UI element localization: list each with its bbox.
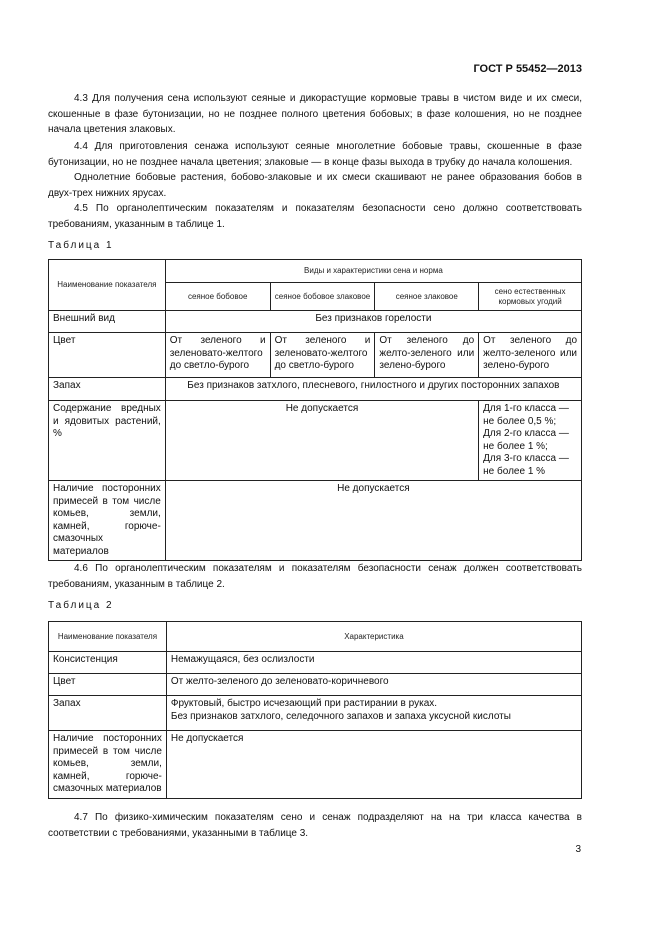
t2-row-value: От желто-зеленого до зеленовато-коричневого (166, 674, 581, 696)
paragraph-4-4: 4.4 Для приготовления сенажа используют сеяные многолетние бобовые травы, скошенные в фазе бутонизации, но не позднее начала цветения; злаковые — в конце фазы выхода в трубку до начала колошения. (48, 141, 582, 168)
t1-class-limit: Для 1-го класса — не более 0,5 %; (483, 403, 569, 427)
table-row (49, 378, 582, 401)
table-row (49, 696, 582, 731)
t2-row-value: Не допускается (166, 731, 581, 799)
t1-cell: От зеленого и зеленовато-желтого до светло-бурого (270, 333, 375, 378)
t1-header-group: Виды и характеристики сена и норма (165, 260, 581, 283)
table-row (49, 731, 582, 799)
paragraph-4-5: 4.5 По органолептическим показателям и показателям безопасности сено должно соответствовать требованиям, указанным в таблице 1. (48, 203, 582, 230)
table-2-caption: Таблица 2 (48, 600, 114, 611)
paragraph-4-7: 4.7 По физико-химическим показателям сено и сенаж подразделяют на на три класса качества в соответствии с требованиями, указанными в таблице 3. (48, 812, 582, 839)
table-1 (48, 259, 582, 561)
t1-header-col: сено естественных кормовых угодий (479, 283, 582, 311)
t1-row-name: Запах (49, 378, 166, 401)
paragraph-4-3: 4.3 Для получения сена используют сеяные и дикорастущие кормовые травы в чистом виде и их смеси, скошенные в фазе бутонизации, но не позднее полного цветения бобовых; в фазе колошения, но не позднее начала цветения злаковых. (48, 93, 582, 135)
document-header: ГОСТ Р 55452—2013 (473, 63, 582, 75)
paragraph-4-6: 4.6 По органолептическим показателям и показателям безопасности сенаж должен соответствовать требованиям, указанным в таблице 2. (48, 563, 582, 590)
t1-cell: От зеленого до желто-зеленого или зелено-бурого (375, 333, 479, 378)
t1-class-limit: Для 2-го класса — не более 1 %; (483, 428, 569, 452)
t2-header-char: Характеристика (166, 622, 581, 652)
t2-row-name: Консистенция (49, 652, 167, 674)
t1-cell: От зеленого до желто-зеленого или зелено-бурого (479, 333, 582, 378)
t1-row-value: Не допускается (165, 401, 478, 481)
t2-value-line: Без признаков затхлого, селедочного запахов и запаха уксусной кислоты (170, 710, 511, 722)
table-row (49, 401, 582, 481)
t1-row-name: Содержание вредных и ядовитых растений, % (49, 401, 166, 481)
t1-row-name: Внешний вид (49, 311, 166, 333)
t1-header-col: сеяное бобовое (165, 283, 270, 311)
t1-class-limit: Для 3-го класса — не более 1 % (483, 453, 569, 477)
page-number: 3 (575, 844, 581, 855)
t1-class-limits (479, 401, 582, 481)
t1-row-name: Наличие посторонних примесей в том числе комьев, земли, камней, горюче-смазочных материалов (49, 481, 166, 561)
table-row (49, 311, 582, 333)
t2-row-value (166, 696, 581, 731)
t2-value-line: Фруктовый, быстро исчезающий при растирании в руках. (170, 698, 438, 709)
t1-header-col: сеяное злаковое (375, 283, 479, 311)
t2-row-value: Немажущаяся, без ослизлости (166, 652, 581, 674)
table-1-caption: Таблица 1 (48, 240, 114, 251)
t1-row-value: Без признаков затхлого, плесневого, гнилостного и других посторонних запахов (165, 378, 581, 401)
table-row (49, 333, 582, 378)
t1-header-name: Наименование показателя (49, 260, 166, 311)
t2-row-name: Наличие посторонних примесей в том числе комьев, земли, камней, горюче-смазочных материалов (49, 731, 167, 799)
table-row (49, 674, 582, 696)
table-2 (48, 621, 582, 799)
t1-cell: От зеленого и зеленовато-желтого до светло-бурого (165, 333, 270, 378)
t2-header-name: Наименование показателя (49, 622, 167, 652)
t1-header-col: сеяное бобовое злаковое (270, 283, 375, 311)
t1-row-name: Цвет (49, 333, 166, 378)
t1-row-value: Без признаков горелости (165, 311, 581, 333)
t2-row-name: Цвет (49, 674, 167, 696)
paragraph-4-4-continued: Однолетние бобовые растения, бобово-злаковые и их смеси скашивают не ранее образования бобов в двух-трех нижних ярусах. (48, 172, 582, 199)
t2-row-name: Запах (49, 696, 167, 731)
t1-row-value: Не допускается (165, 481, 581, 561)
table-row (49, 652, 582, 674)
table-row (49, 481, 582, 561)
